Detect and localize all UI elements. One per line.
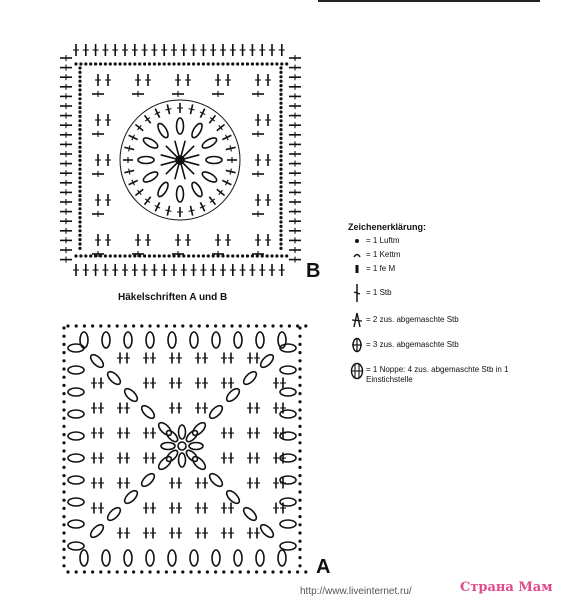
legend-item-text: = 1 fe M: [366, 264, 396, 273]
diagram-caption: Häkelschriften A und B: [118, 292, 228, 303]
legend-item-stb3: [348, 337, 558, 353]
stb-icon: [348, 283, 366, 303]
site-logo: Страна Мам: [460, 580, 553, 595]
legend-title: Zeichenerklärung:: [348, 222, 427, 232]
crochet-diagram-a: [58, 318, 316, 580]
crochet-diagram-b: [58, 40, 303, 280]
legend-item-text: = 2 zus. abgemaschte Stb: [366, 315, 459, 324]
noppe-icon: [348, 362, 366, 380]
diagram-b-label: B: [306, 260, 321, 282]
legend-item-text: = 1 Kettm: [366, 250, 401, 259]
legend-item-stb2: [348, 312, 558, 328]
legend-item-fem: [348, 264, 558, 274]
legend-item-stb: [348, 283, 558, 303]
symbol-legend: [348, 222, 558, 394]
diagram-a-label: A: [316, 556, 331, 578]
legend-item-text: = 3 zus. abgemaschte Stb: [366, 340, 459, 349]
legend-item-noppe: [348, 362, 558, 385]
dot-icon: [348, 236, 366, 246]
top-rule: [318, 0, 540, 2]
watermark-url: http://www.liveinternet.ru/: [300, 586, 412, 597]
legend-item-kettm: [348, 250, 558, 260]
bar-icon: [348, 264, 366, 274]
legend-item-text: = 1 Stb: [366, 288, 392, 297]
legend-item-text: = 1 Noppe: 4 zus. abgemaschte Stb in 1 Einstichstelle: [366, 365, 509, 384]
legend-item-luftm: [348, 236, 558, 246]
legend-item-text: = 1 Luftm: [366, 236, 400, 245]
stb2-icon: [348, 312, 366, 328]
stb3-icon: [348, 337, 366, 353]
arc-icon: [348, 250, 366, 260]
